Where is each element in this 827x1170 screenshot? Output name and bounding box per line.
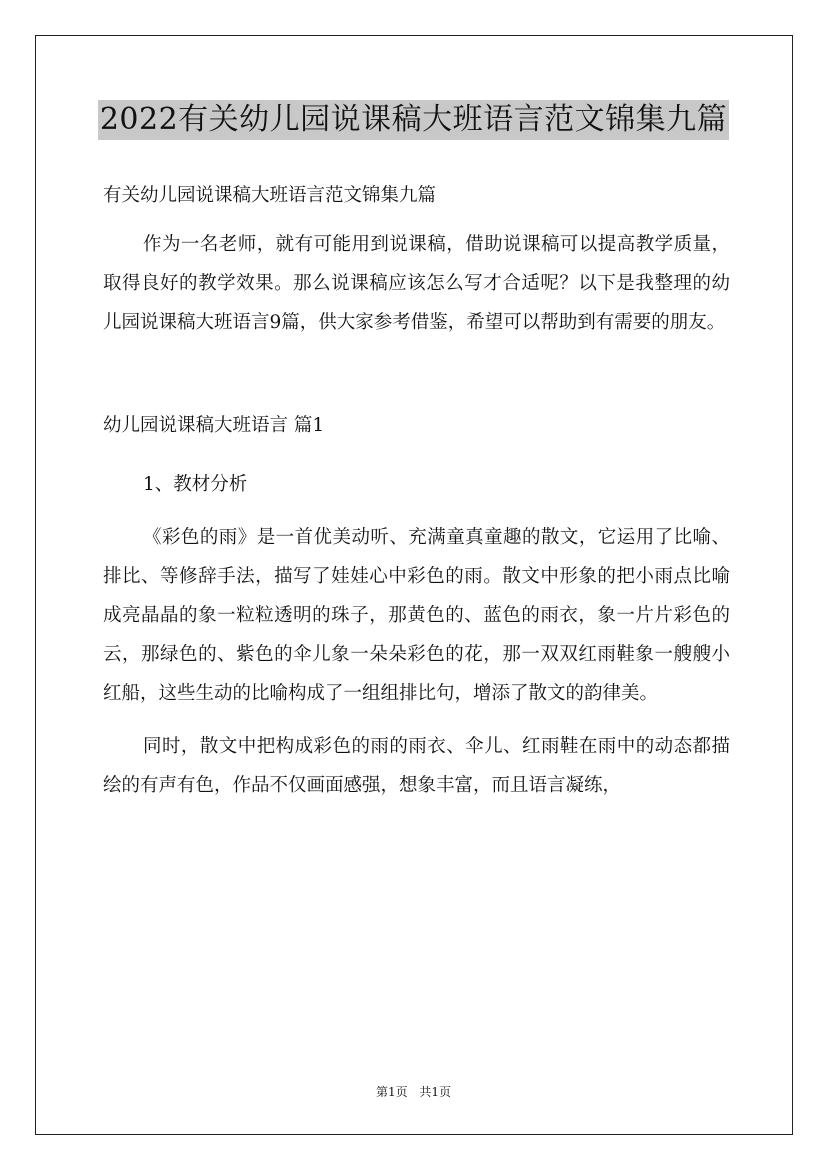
document-title: 2022有关幼儿园说课稿大班语言范文锦集九篇: [98, 100, 729, 140]
section-heading: 幼儿园说课稿大班语言 篇1: [103, 415, 325, 436]
page-number-current: 第1页: [375, 1085, 408, 1099]
item-heading: 1、教材分析: [143, 474, 248, 495]
body-paragraph: 《彩色的雨》是一首优美动听、充满童真童趣的散文，它运用了比喻、排比、等修辞手法，描写了娃娃心中彩色的雨。散文中形象的把小雨点比喻成亮晶晶的象一粒粒透明的珠子，那黄色的、蓝色的雨衣，象一片片彩色的云，那绿色的、紫色的伞儿象一朵朵彩色的花，那一双双红雨鞋象一艘艘小红船，这些生动的比喻构成了一组组排比句，增添了散文的韵律美。: [103, 527, 730, 704]
page-number-total: 共1页: [419, 1085, 452, 1099]
intro-paragraph: 作为一名老师，就有可能用到说课稿，借助说课稿可以提高教学质量，取得良好的教学效果。那么说课稿应该怎么写才合适呢？以下是我整理的幼儿园说课稿大班语言9篇，供大家参考借鉴，希望可以帮助到有需要的朋友。: [103, 234, 730, 333]
title-container: [0, 100, 827, 140]
document-body: [103, 176, 730, 805]
body-paragraph: 同时，散文中把构成彩色的雨的雨衣、伞儿、红雨鞋在雨中的动态都描绘的有声有色，作品不仅画面感强，想象丰富，而且语言凝练，: [103, 736, 730, 796]
page-footer: [0, 1084, 827, 1100]
document-subtitle: 有关幼儿园说课稿大班语言范文锦集九篇: [103, 185, 437, 206]
